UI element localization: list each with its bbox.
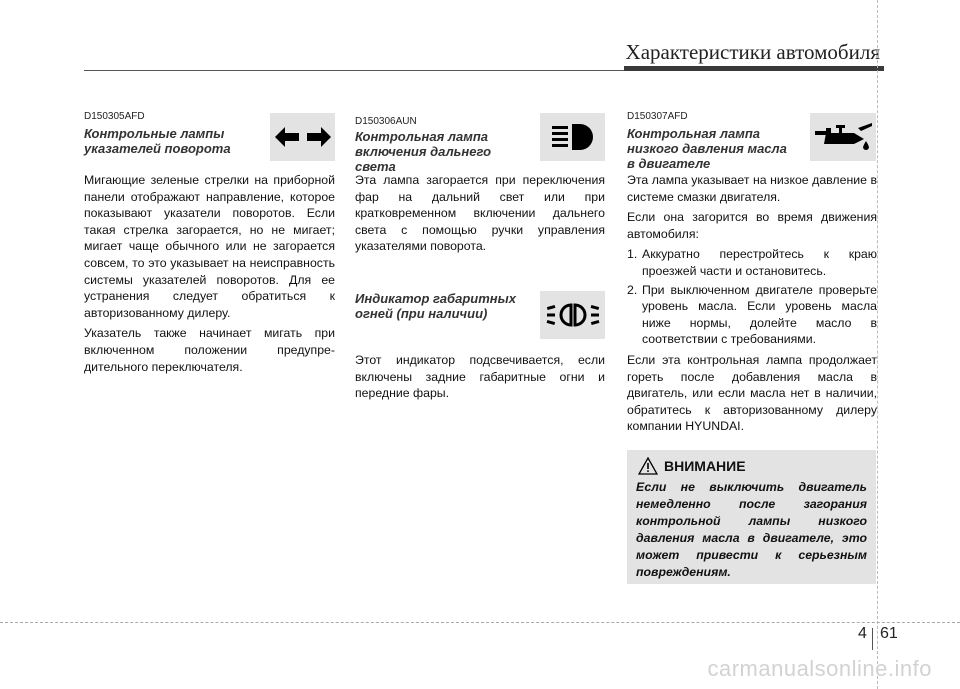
heading-line: низкого давления масла (627, 141, 787, 156)
section-body (627, 172, 877, 439)
warning-box (627, 450, 876, 584)
section-title: Характеристики автомобиля (625, 40, 880, 64)
watermark: carmanualsonline.info (707, 656, 932, 681)
steps-list (627, 246, 877, 348)
heading-line: Индикатор габаритных (355, 291, 516, 306)
page-separator (872, 628, 873, 650)
section-heading (627, 126, 807, 171)
turn-signal-arrows-icon (275, 126, 331, 148)
position-lamp-icon (546, 301, 600, 329)
warning-text: Если не выключить двигатель немедленно после загорания контрольной лампы низкого давления масла в двигателе, это может привести к серьезным повреждениям. (636, 480, 867, 579)
heading-line: Контрольная лампа (355, 129, 488, 144)
indicator-icon-box (540, 113, 605, 161)
paragraph: Эта лампа указывает на низкое давление в системе смазки двигателя. (627, 173, 877, 204)
section-code: D150305AFD (84, 111, 145, 122)
indicator-icon-box (540, 291, 605, 339)
warning-triangle-icon (638, 457, 658, 475)
section-heading (84, 126, 264, 156)
list-item: 1. Аккуратно перестройтесь к краю проезжей части и остановитесь. (627, 247, 877, 278)
section-body (84, 172, 335, 379)
indicator-icon-box (810, 113, 876, 161)
heading-line: света (355, 159, 396, 174)
heading-line: включения дальнего (355, 144, 492, 159)
paragraph: Мигающие зеленые стрелки на приборной панели отображают направление, которое показывают указатели поворотов. Если такая стрелка загорается, но не мигает; мигает чаще обычного или не загорается совсем, то это указывает на неисправность системы указателей поворотов. Для ее устранения следует обратиться к авторизованному дилеру. (84, 173, 335, 320)
footer-rule (0, 622, 960, 623)
heading-line: указателей поворота (84, 141, 231, 156)
paragraph: Если эта контрольная лампа продолжает гореть после добавления масла в двигатель, или если масла нет в наличии, обратитесь к авторизованному дилеру компании HYUNDAI. (627, 352, 877, 434)
heading-line: Контрольные лампы (84, 126, 225, 141)
paragraph: Этот индикатор подсвечивается, если включены задние габаритные огни и передние фары. (355, 353, 605, 401)
high-beam-icon (550, 122, 596, 152)
section-body (355, 172, 605, 259)
heading-line: Контрольная лампа (627, 126, 760, 141)
section-code: D150307AFD (627, 111, 688, 122)
header-rule-accent (624, 66, 884, 71)
paragraph: Если она загорится во время движения автомобиля: (627, 210, 877, 241)
section-heading (355, 291, 540, 321)
oil-pressure-icon (814, 122, 872, 152)
chapter-number: 4 (858, 625, 867, 642)
page-number: 61 (880, 625, 898, 642)
section-code: D150306AUN (355, 116, 417, 127)
warning-title: ВНИМАНИЕ (664, 458, 746, 474)
margin-guide (877, 0, 878, 689)
heading-line: в двигателе (627, 156, 711, 171)
warning-header (638, 457, 746, 475)
section-heading (355, 129, 535, 174)
paragraph: Указатель также начинает мигать при включенном положении предупре-дительного переключателя. (84, 326, 335, 374)
heading-line: огней (при наличии) (355, 306, 488, 321)
indicator-icon-box (270, 113, 335, 161)
paragraph: Эта лампа загорается при переключения фар на дальний свет или при кратковременном включении дальнего света с помощью ручки управления указателями поворота. (355, 173, 605, 254)
list-item: 2. При выключенном двигателе проверьте уровень масла. Если уровень масла ниже нормы, долейте масло в соответствии с требованиями. (627, 282, 877, 347)
section-body (355, 352, 605, 406)
